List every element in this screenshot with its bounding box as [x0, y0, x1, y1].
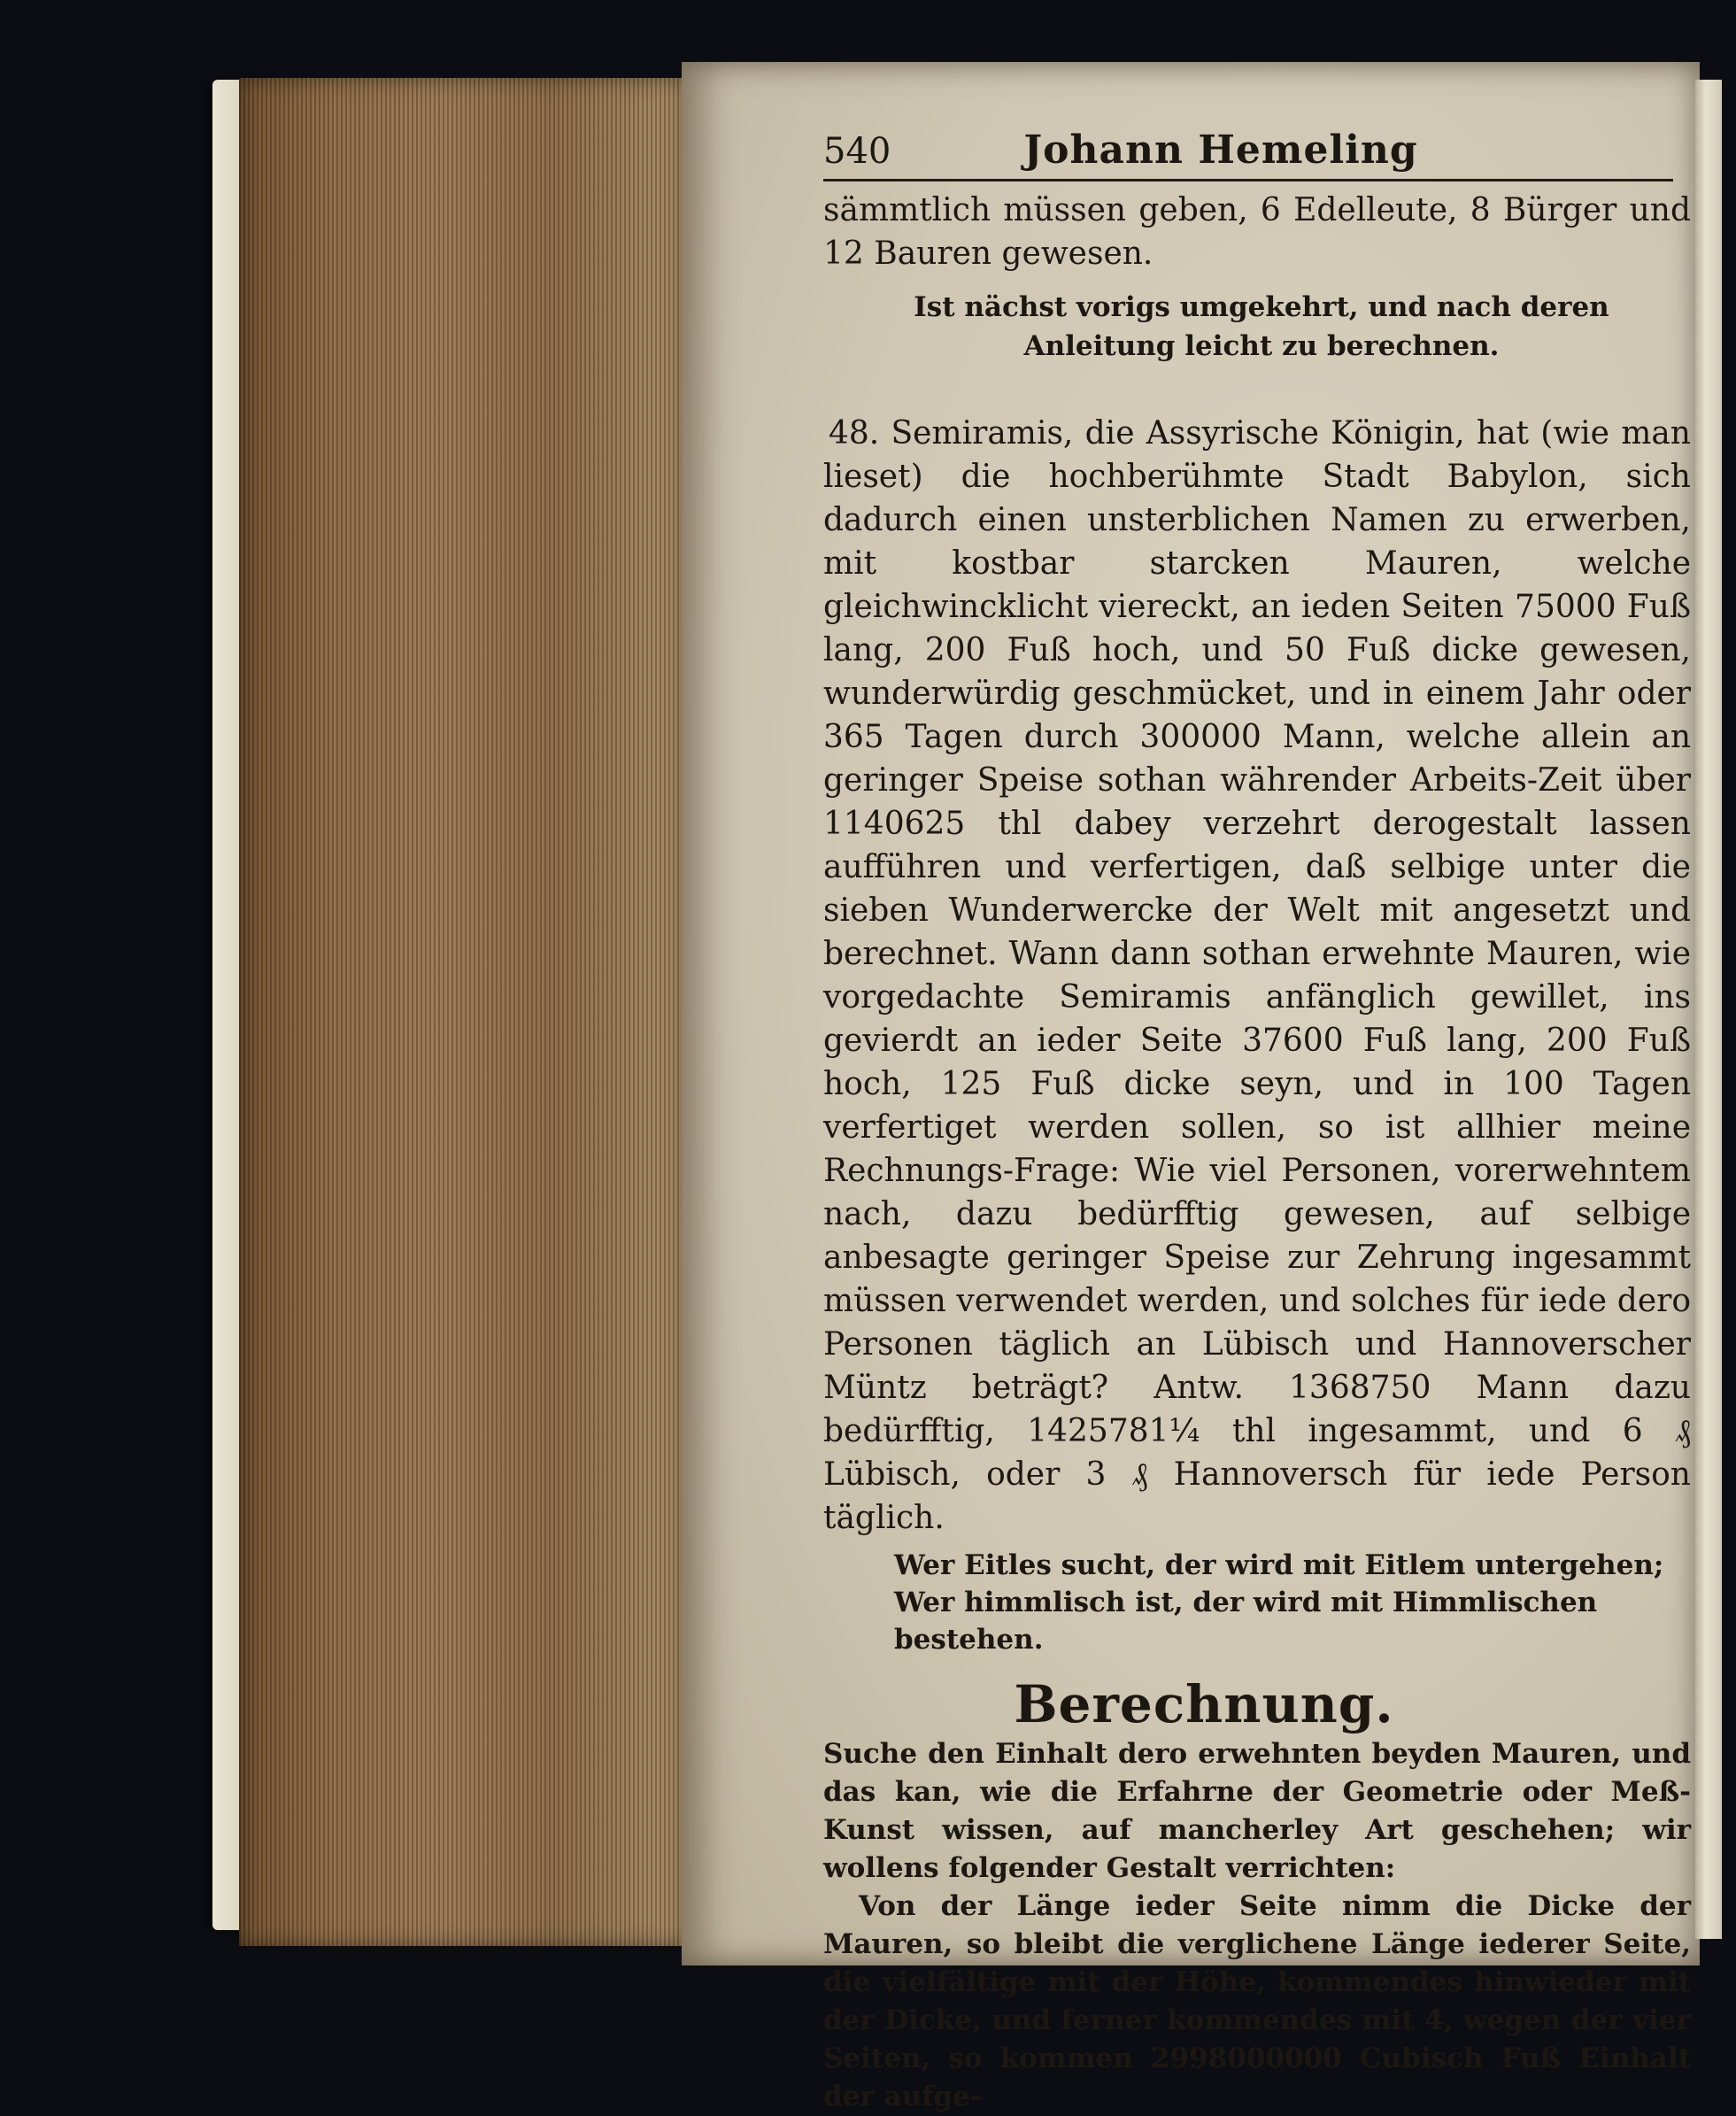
- solution-paragraph-1: Suche den Einhalt dero erwehnten beyden Mauren, und das kan, wie die Erfahrne der Geometrie oder Meß-Kunst wissen, auf mancherley Art geschehen; wir wollens folgender Gestalt verrichten:: [823, 1738, 1691, 1884]
- page-text-block: [823, 128, 1691, 2116]
- motto: [894, 1547, 1691, 1658]
- continuation-text: sämmtlich müssen geben, 6 Edelleute, 8 Bürger und 12 Bauren gewesen.: [823, 192, 1691, 272]
- page-block-edges: [239, 78, 686, 1946]
- page-header: [823, 128, 1673, 181]
- problem-48-text: 48. Semiramis, die Assyrische Königin, hat (wie man lieset) die hochberühmte Stadt Babylon, sich dadurch einen unsterblichen Namen zu erwerben, mit kostbar starcken Mauren, welche gleichwincklicht viereckt, an ieden Seiten 75000 Fuß lang, 200 Fuß hoch, und 50 Fuß dicke gewesen, wunderwürdig geschmücket, und in einem Jahr oder 365 Tagen durch 300000 Mann, welche allein an geringer Speise sothan währender Arbeits-Zeit über 1140625 thl dabey verzehrt derogestalt lassen aufführen und verfertigen, daß selbige unter die sieben Wunderwercke der Welt mit angesetzt und berechnet. Wann dann sothan erwehnte Mauren, wie vorgedachte Semiramis anfänglich gewillet, ins gevierdt an ieder Seite 37600 Fuß lang, 200 Fuß hoch, 125 Fuß dicke seyn, und in 100 Tagen verfertiget werden sollen, so ist allhier meine Rechnungs-Frage: Wie viel Personen, vorerwehntem nach, dazu bedürfftig gewesen, auf selbige anbesagte geringer Speise zur Zehrung ingesammt müssen verwendet werden, und solches für iede dero Personen täglich an Lübisch und Hannoverscher Müntz beträgt? Antw. 1368750 Mann dazu bedürfftig, 1425781¼ thl ingesammt, und 6 ₰ Lübisch, oder 3 ₰ Hannoversch für iede Person täglich.: [823, 415, 1691, 1536]
- solution-paragraph-2: Von der Länge ieder Seite nimm die Dicke der Mauren, so bleibt die verglichene Länge iederer Seite, die vielfältige mit der Höhe, kommendes hinwieder mit der Dicke, und ferner kommendes mit 4, wegen der vier Seiten, so kommen 2998000000 Cubisch Fuß Einhalt der aufge-: [823, 1890, 1691, 2112]
- note-text: Ist nächst vorigs umgekehrt, und nach deren Anleitung leicht zu berechnen.: [914, 291, 1609, 362]
- motto-line-1: Wer Eitles sucht, der wird mit Eitlem untergehen;: [894, 1549, 1664, 1581]
- section-title: Berechnung.: [1014, 1674, 1394, 1734]
- page-right-edge: [1695, 80, 1722, 1939]
- running-head: Johann Hemeling: [1023, 127, 1418, 173]
- motto-line-2: Wer himmlisch ist, der wird mit Himmlischen bestehen.: [894, 1587, 1598, 1656]
- page-number: 540: [823, 131, 891, 172]
